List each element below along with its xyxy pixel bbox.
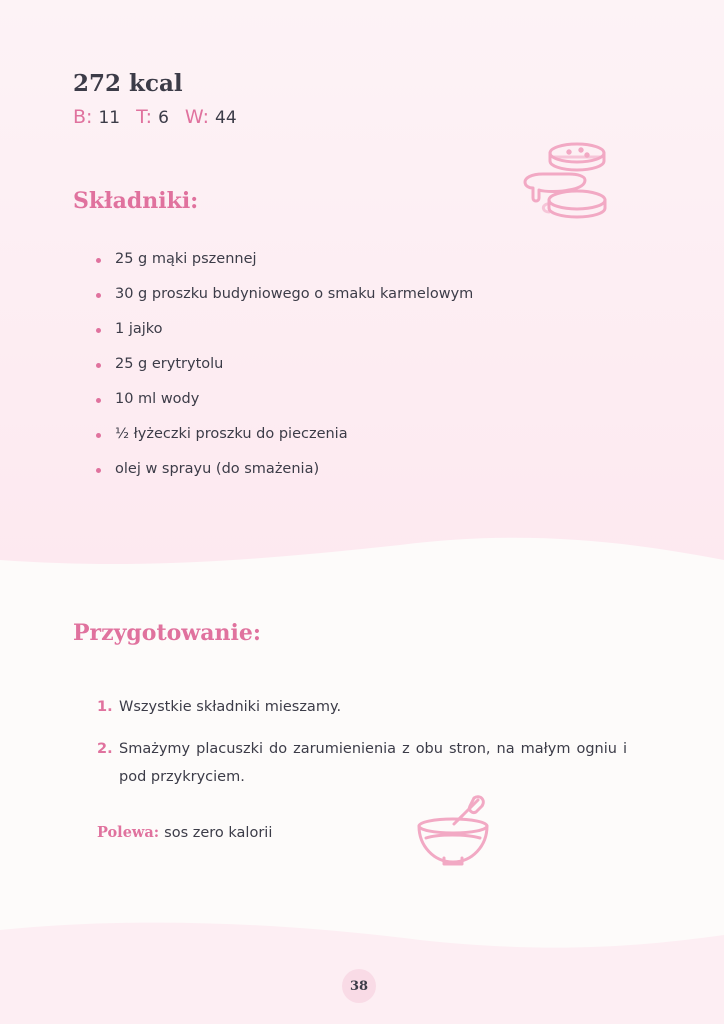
step-item: 1. Wszystkie składniki mieszamy. bbox=[97, 699, 342, 715]
mixing-bowl-icon bbox=[414, 794, 492, 866]
macro-fat: T: 6 bbox=[136, 106, 169, 128]
background-bottom-band bbox=[0, 900, 724, 1024]
page-number: 38 bbox=[342, 969, 376, 1003]
bullet-icon bbox=[96, 293, 101, 298]
pancakes-icon bbox=[521, 140, 609, 224]
list-item: 30 g proszku budyniowego o smaku karmelowym bbox=[96, 286, 473, 321]
preparation-steps bbox=[97, 693, 627, 805]
bullet-icon bbox=[96, 398, 101, 403]
calories: 272 kcal bbox=[73, 70, 183, 97]
ingredients-list bbox=[96, 251, 473, 496]
macros-row bbox=[73, 106, 237, 128]
list-item: ½ łyżeczki proszku do pieczenia bbox=[96, 426, 473, 461]
bullet-icon bbox=[96, 363, 101, 368]
list-item: 1 jajko bbox=[96, 321, 473, 356]
step-item: 2. Smażymy placuszki do zarumienienia z obu stron, na małym ogniu i pod przykryciem. bbox=[97, 741, 627, 785]
bullet-icon bbox=[96, 328, 101, 333]
preparation-title: Przygotowanie: bbox=[73, 620, 261, 646]
glaze-note: Polewa: sos zero kalorii bbox=[97, 824, 273, 841]
bullet-icon bbox=[96, 433, 101, 438]
list-item: olej w sprayu (do smażenia) bbox=[96, 461, 473, 496]
bullet-icon bbox=[96, 258, 101, 263]
bullet-icon bbox=[96, 468, 101, 473]
macro-protein: B: 11 bbox=[73, 106, 121, 128]
macro-carbs: W: 44 bbox=[184, 106, 237, 128]
ingredients-title: Składniki: bbox=[73, 188, 199, 214]
list-item: 25 g erytrytolu bbox=[96, 356, 473, 391]
list-item: 25 g mąki pszennej bbox=[96, 251, 473, 286]
list-item: 10 ml wody bbox=[96, 391, 473, 426]
